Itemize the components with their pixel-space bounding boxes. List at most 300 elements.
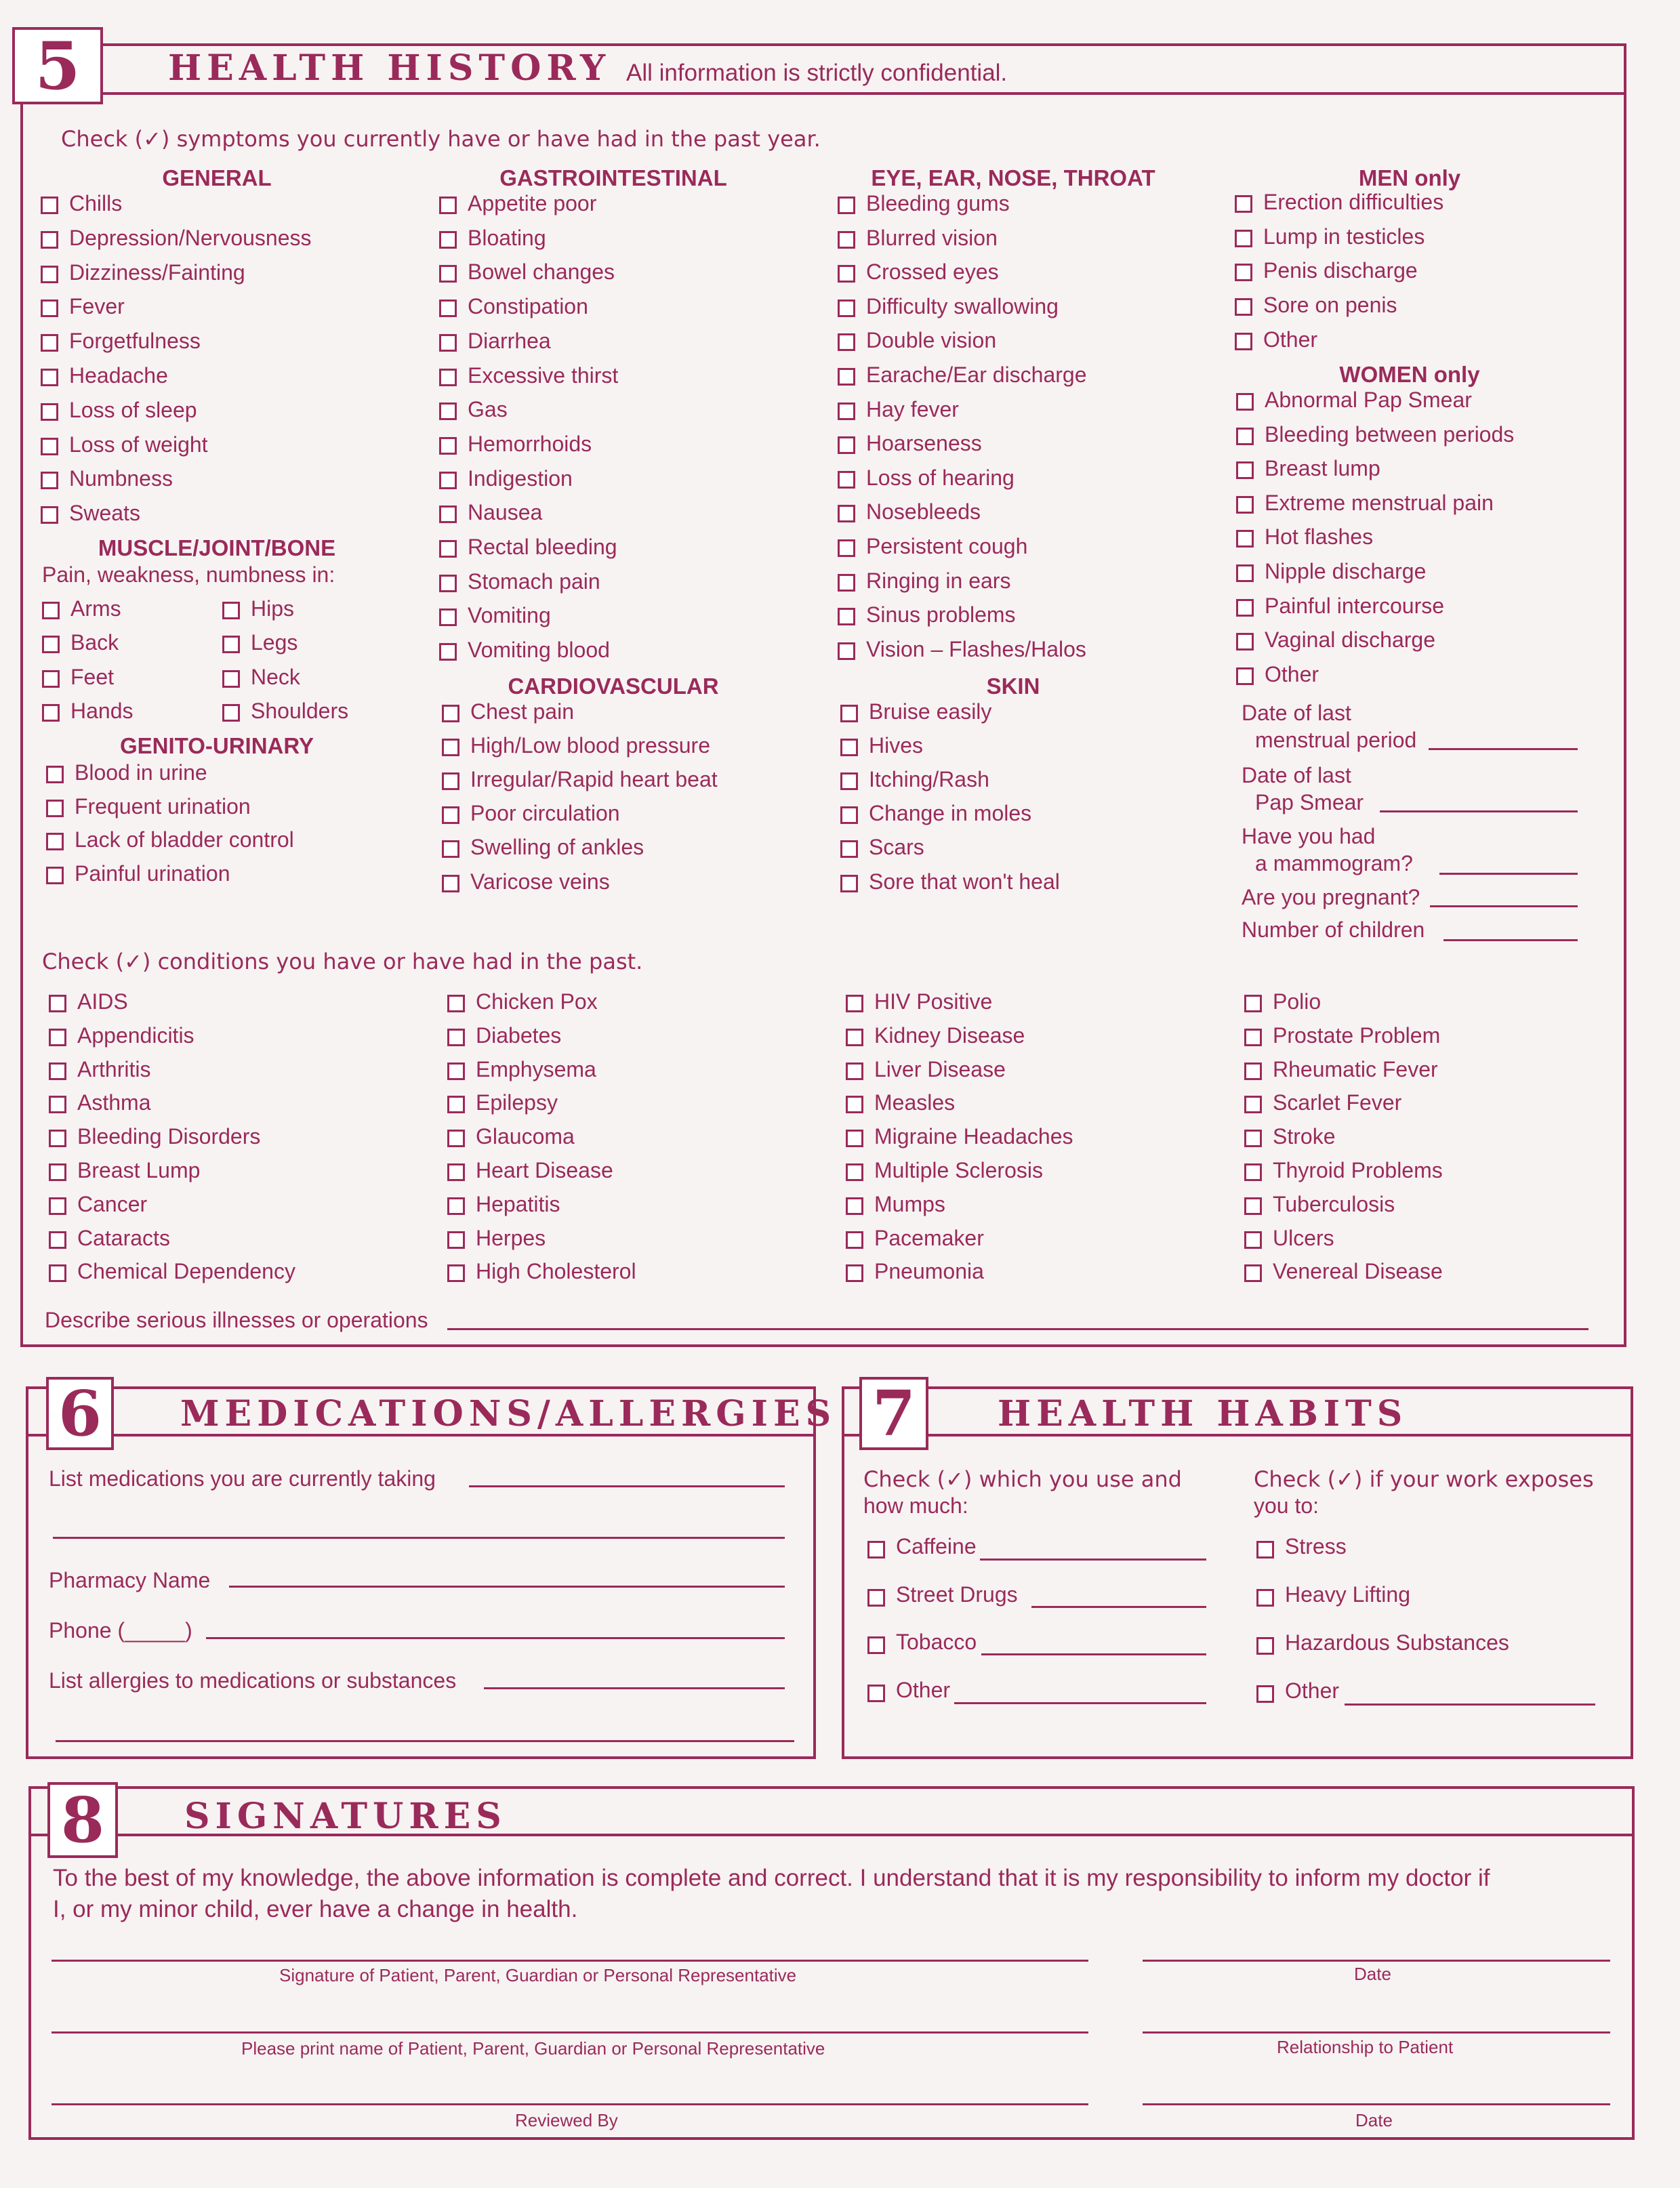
mammogram-label-1: Have you had xyxy=(1242,824,1376,848)
condition-tuberculosis-label: Tuberculosis xyxy=(1273,1191,1395,1216)
condition-glaucoma-label: Glaucoma xyxy=(476,1124,575,1149)
skin-sore-that-won-t-heal-checkbox[interactable] xyxy=(840,875,858,892)
describe-illnesses-line[interactable] xyxy=(447,1328,1589,1330)
health-habits-title: HEALTH HABITS xyxy=(998,1393,1408,1434)
medications-line-1[interactable] xyxy=(469,1485,785,1487)
menstrual-date-line[interactable] xyxy=(1429,748,1578,750)
condition-arthritis-label: Arthritis xyxy=(77,1056,151,1081)
muscle-arms-label: Arms xyxy=(70,596,121,621)
condition-glaucoma-checkbox[interactable] xyxy=(447,1130,465,1147)
condition-emphysema-label: Emphysema xyxy=(476,1056,596,1081)
men-lump-in-testicles-label: Lump in testicles xyxy=(1263,224,1425,249)
cardiovascular-heading: CARDIOVASCULAR xyxy=(508,674,719,699)
general-fever-checkbox[interactable] xyxy=(41,300,58,317)
reviewed-by-caption: Reviewed By xyxy=(515,2110,618,2130)
pap-date-label-1: Date of last xyxy=(1242,763,1351,787)
signature-line[interactable] xyxy=(52,1960,1088,1962)
eent-sinus-problems-label: Sinus problems xyxy=(866,602,1016,627)
condition-asthma-label: Asthma xyxy=(77,1090,151,1115)
pap-date-line[interactable] xyxy=(1380,810,1578,812)
condition-aids-checkbox[interactable] xyxy=(49,995,66,1012)
condition-kidney-disease-checkbox[interactable] xyxy=(846,1029,863,1046)
eent-hay-fever-checkbox[interactable] xyxy=(838,402,855,420)
use-other-amount-line[interactable] xyxy=(954,1702,1206,1704)
gastro-indigestion-label: Indigestion xyxy=(468,466,573,491)
signatures-title: SIGNATURES xyxy=(184,1796,507,1837)
eent-persistent-cough-checkbox[interactable] xyxy=(838,539,855,557)
allergies-label: List allergies to medications or substances xyxy=(49,1668,457,1693)
genito-blood-in-urine-label: Blood in urine xyxy=(75,760,207,785)
general-sweats-label: Sweats xyxy=(69,501,140,526)
gastro-diarrhea-checkbox[interactable] xyxy=(439,334,457,352)
muscle-neck-label: Neck xyxy=(251,664,300,689)
use-street-drugs-label: Street Drugs xyxy=(896,1582,1018,1607)
gastro-indigestion-checkbox[interactable] xyxy=(439,472,457,489)
signatures-section xyxy=(28,1786,1635,2140)
condition-prostate-problem-label: Prostate Problem xyxy=(1273,1023,1441,1048)
general-dizziness-fainting-label: Dizziness/Fainting xyxy=(69,260,245,285)
condition-cataracts-checkbox[interactable] xyxy=(49,1231,66,1249)
gastro-vomiting-blood-label: Vomiting blood xyxy=(468,638,610,663)
work-intro-line-1: Check (✓) if your work exposes xyxy=(1254,1466,1594,1492)
work-hazardous-substances-label: Hazardous Substances xyxy=(1285,1630,1509,1655)
statement-line-2: I, or my minor child, ever have a change in health. xyxy=(53,1896,578,1922)
phone-label: Phone (_____) xyxy=(49,1618,192,1643)
gastro-bowel-changes-checkbox[interactable] xyxy=(439,265,457,283)
muscle-subheading: Pain, weakness, numbness in: xyxy=(42,562,335,587)
skin-change-in-moles-label: Change in moles xyxy=(869,801,1032,826)
section-number-6: 6 xyxy=(46,1377,114,1450)
allergies-line-1[interactable] xyxy=(484,1687,785,1689)
muscle-legs-label: Legs xyxy=(251,630,298,655)
women-abnormal-pap-smear-label: Abnormal Pap Smear xyxy=(1265,388,1472,412)
general-chills-checkbox[interactable] xyxy=(41,197,58,214)
gastrointestinal-heading: GASTROINTESTINAL xyxy=(499,165,727,190)
women-breast-lump-checkbox[interactable] xyxy=(1236,461,1254,479)
general-depression-nervousness-checkbox[interactable] xyxy=(41,231,58,249)
eent-ringing-in-ears-checkbox[interactable] xyxy=(838,574,855,592)
men-sore-on-penis-checkbox[interactable] xyxy=(1235,298,1252,316)
condition-measles-label: Measles xyxy=(874,1090,956,1115)
work-intro-line-2: you to: xyxy=(1254,1493,1319,1518)
gastro-constipation-checkbox[interactable] xyxy=(439,300,457,317)
condition-venereal-disease-label: Venereal Disease xyxy=(1273,1259,1443,1284)
muscle-back-checkbox[interactable] xyxy=(42,636,60,653)
condition-rheumatic-fever-checkbox[interactable] xyxy=(1244,1062,1262,1080)
eent-nosebleeds-label: Nosebleeds xyxy=(866,499,981,524)
general-fever-label: Fever xyxy=(69,294,125,319)
muscle-feet-checkbox[interactable] xyxy=(42,670,60,688)
muscle-shoulders-checkbox[interactable] xyxy=(222,704,240,722)
gastro-nausea-checkbox[interactable] xyxy=(439,505,457,523)
genito-frequent-urination-checkbox[interactable] xyxy=(46,800,64,817)
gastro-appetite-poor-checkbox[interactable] xyxy=(439,197,457,214)
women-abnormal-pap-smear-checkbox[interactable] xyxy=(1236,393,1254,411)
muscle-heading: MUSCLE/JOINT/BONE xyxy=(98,535,336,560)
condition-polio-checkbox[interactable] xyxy=(1244,995,1262,1012)
women-vaginal-discharge-label: Vaginal discharge xyxy=(1265,627,1436,653)
condition-prostate-problem-checkbox[interactable] xyxy=(1244,1029,1262,1046)
use-tobacco-label: Tobacco xyxy=(896,1630,977,1654)
pregnant-label: Are you pregnant? xyxy=(1242,885,1420,909)
condition-high-cholesterol-checkbox[interactable] xyxy=(447,1264,465,1282)
general-loss-of-sleep-checkbox[interactable] xyxy=(41,403,58,421)
cardio-irregular-rapid-heart-beat-checkbox[interactable] xyxy=(442,772,459,790)
use-caffeine-label: Caffeine xyxy=(896,1534,977,1559)
condition-cancer-checkbox[interactable] xyxy=(49,1197,66,1215)
condition-migraine-headaches-checkbox[interactable] xyxy=(846,1130,863,1147)
eent-double-vision-checkbox[interactable] xyxy=(838,333,855,351)
phone-line[interactable] xyxy=(206,1637,785,1639)
general-loss-of-weight-label: Loss of weight xyxy=(69,432,208,457)
gastro-stomach-pain-label: Stomach pain xyxy=(468,569,600,594)
gastro-constipation-label: Constipation xyxy=(468,294,588,319)
condition-cataracts-label: Cataracts xyxy=(77,1225,170,1250)
gastro-vomiting-blood-checkbox[interactable] xyxy=(439,643,457,661)
condition-arthritis-checkbox[interactable] xyxy=(49,1062,66,1080)
condition-measles-checkbox[interactable] xyxy=(846,1096,863,1113)
condition-appendicitis-checkbox[interactable] xyxy=(49,1029,66,1046)
confidential-note: All information is strictly confidential. xyxy=(626,60,1008,86)
eent-vision-flashes-halos-checkbox[interactable] xyxy=(838,642,855,660)
gastro-excessive-thirst-checkbox[interactable] xyxy=(439,369,457,386)
condition-chicken-pox-checkbox[interactable] xyxy=(447,995,465,1012)
symptoms-intro: Check (✓) symptoms you currently have or have had in the past year. xyxy=(61,126,821,152)
reviewed-by-line[interactable] xyxy=(52,2103,1088,2105)
menstrual-date-label-1: Date of last xyxy=(1242,701,1351,725)
general-sweats-checkbox[interactable] xyxy=(41,506,58,524)
eent-persistent-cough-label: Persistent cough xyxy=(866,534,1028,558)
condition-bleeding-disorders-label: Bleeding Disorders xyxy=(77,1124,261,1149)
condition-heart-disease-label: Heart Disease xyxy=(476,1158,613,1182)
women-bleeding-between-periods-label: Bleeding between periods xyxy=(1265,421,1515,447)
conditions-intro: Check (✓) conditions you have or have had in the past. xyxy=(42,949,643,974)
muscle-shoulders-label: Shoulders xyxy=(251,698,349,723)
pharmacy-name-line[interactable] xyxy=(229,1586,785,1588)
general-heading: GENERAL xyxy=(162,165,272,190)
men-other-checkbox[interactable] xyxy=(1235,333,1252,350)
men-only-heading: MEN only xyxy=(1358,165,1461,190)
eent-earache-ear-discharge-label: Earache/Ear discharge xyxy=(866,363,1087,387)
condition-scarlet-fever-checkbox[interactable] xyxy=(1244,1096,1262,1113)
gastro-gas-checkbox[interactable] xyxy=(439,402,457,420)
gastro-excessive-thirst-label: Excessive thirst xyxy=(468,363,619,388)
eent-earache-ear-discharge-checkbox[interactable] xyxy=(838,368,855,386)
gastro-rectal-bleeding-checkbox[interactable] xyxy=(439,540,457,558)
signature-caption: Signature of Patient, Parent, Guardian or Personal Representative xyxy=(279,1965,797,1985)
condition-high-cholesterol-label: High Cholesterol xyxy=(476,1259,636,1284)
gastro-bowel-changes-label: Bowel changes xyxy=(468,260,615,285)
use-other-checkbox[interactable] xyxy=(867,1685,885,1702)
eent-nosebleeds-checkbox[interactable] xyxy=(838,505,855,522)
eent-blurred-vision-checkbox[interactable] xyxy=(838,231,855,249)
women-painful-intercourse-checkbox[interactable] xyxy=(1236,599,1254,617)
condition-liver-disease-checkbox[interactable] xyxy=(846,1062,863,1080)
work-other-checkbox[interactable] xyxy=(1256,1685,1274,1703)
statement-line-1: To the best of my knowledge, the above information is complete and correct. I understand that it is my responsibility to inform my doctor if xyxy=(53,1865,1490,1891)
women-only-heading: WOMEN only xyxy=(1339,362,1480,387)
women-painful-intercourse-label: Painful intercourse xyxy=(1265,593,1445,618)
mammogram-label-2: a mammogram? xyxy=(1255,851,1413,875)
muscle-hips-checkbox[interactable] xyxy=(222,602,240,619)
women-hot-flashes-label: Hot flashes xyxy=(1265,524,1374,550)
eent-difficulty-swallowing-label: Difficulty swallowing xyxy=(866,293,1059,318)
skin-change-in-moles-checkbox[interactable] xyxy=(840,806,858,824)
muscle-hands-label: Hands xyxy=(70,698,134,723)
men-sore-on-penis-label: Sore on penis xyxy=(1263,293,1397,318)
condition-diabetes-checkbox[interactable] xyxy=(447,1029,465,1046)
eent-bleeding-gums-checkbox[interactable] xyxy=(838,197,855,214)
condition-diabetes-label: Diabetes xyxy=(476,1023,562,1048)
use-street-drugs-checkbox[interactable] xyxy=(867,1589,885,1607)
print-name-caption: Please print name of Patient, Parent, Guardian or Personal Representative xyxy=(241,2038,825,2059)
list-medications-label: List medications you are currently taking xyxy=(49,1466,436,1491)
condition-herpes-checkbox[interactable] xyxy=(447,1231,465,1249)
genito-painful-urination-label: Painful urination xyxy=(75,861,230,886)
condition-heart-disease-checkbox[interactable] xyxy=(447,1163,465,1181)
eent-bleeding-gums-label: Bleeding gums xyxy=(866,191,1010,215)
condition-mumps-label: Mumps xyxy=(874,1191,945,1216)
work-hazardous-substances-checkbox[interactable] xyxy=(1256,1637,1274,1655)
general-numbness-checkbox[interactable] xyxy=(41,472,58,489)
condition-appendicitis-label: Appendicitis xyxy=(77,1023,194,1048)
eent-blurred-vision-label: Blurred vision xyxy=(866,225,998,250)
condition-hepatitis-label: Hepatitis xyxy=(476,1191,560,1216)
eent-crossed-eyes-label: Crossed eyes xyxy=(866,260,999,285)
condition-polio-label: Polio xyxy=(1273,989,1322,1014)
muscle-arms-checkbox[interactable] xyxy=(42,602,60,619)
condition-pacemaker-checkbox[interactable] xyxy=(846,1231,863,1249)
condition-multiple-sclerosis-label: Multiple Sclerosis xyxy=(874,1158,1043,1182)
gastro-bloating-label: Bloating xyxy=(468,225,546,250)
women-nipple-discharge-label: Nipple discharge xyxy=(1265,559,1427,583)
gastro-diarrhea-label: Diarrhea xyxy=(468,328,551,353)
gastro-rectal-bleeding-label: Rectal bleeding xyxy=(468,535,617,559)
general-headache-checkbox[interactable] xyxy=(41,369,58,386)
skin-hives-label: Hives xyxy=(869,733,924,758)
eent-crossed-eyes-checkbox[interactable] xyxy=(838,265,855,283)
women-bleeding-between-periods-checkbox[interactable] xyxy=(1236,428,1254,445)
women-nipple-discharge-checkbox[interactable] xyxy=(1236,564,1254,582)
condition-mumps-checkbox[interactable] xyxy=(846,1197,863,1215)
pregnant-line[interactable] xyxy=(1430,905,1578,907)
condition-ulcers-label: Ulcers xyxy=(1273,1225,1334,1250)
condition-pacemaker-label: Pacemaker xyxy=(874,1225,984,1250)
allergies-line-2[interactable] xyxy=(56,1740,794,1742)
gastro-hemorrhoids-checkbox[interactable] xyxy=(439,437,457,455)
condition-ulcers-checkbox[interactable] xyxy=(1244,1231,1262,1249)
women-hot-flashes-checkbox[interactable] xyxy=(1236,530,1254,548)
condition-asthma-checkbox[interactable] xyxy=(49,1096,66,1113)
general-numbness-label: Numbness xyxy=(69,466,173,491)
eent-ringing-in-ears-label: Ringing in ears xyxy=(866,568,1011,593)
condition-hiv-positive-label: HIV Positive xyxy=(874,989,993,1014)
pap-date-label-2: Pap Smear xyxy=(1255,790,1364,814)
muscle-hands-checkbox[interactable] xyxy=(42,704,60,722)
condition-stroke-label: Stroke xyxy=(1273,1124,1336,1149)
relationship-line[interactable] xyxy=(1143,2031,1610,2034)
muscle-back-label: Back xyxy=(70,630,119,655)
reviewed-date-caption: Date xyxy=(1355,2110,1393,2130)
condition-epilepsy-checkbox[interactable] xyxy=(447,1096,465,1113)
women-extreme-menstrual-pain-checkbox[interactable] xyxy=(1236,496,1254,514)
women-vaginal-discharge-checkbox[interactable] xyxy=(1236,633,1254,651)
medications-title: MEDICATIONS/ALLERGIES xyxy=(180,1393,837,1434)
men-other-label: Other xyxy=(1263,327,1318,352)
condition-emphysema-checkbox[interactable] xyxy=(447,1062,465,1080)
work-other-label: Other xyxy=(1285,1678,1340,1703)
women-other-checkbox[interactable] xyxy=(1236,667,1254,685)
cardio-varicose-veins-label: Varicose veins xyxy=(470,869,610,894)
eent-loss-of-hearing-checkbox[interactable] xyxy=(838,471,855,489)
eent-hay-fever-label: Hay fever xyxy=(866,396,959,421)
pharmacy-name-label: Pharmacy Name xyxy=(49,1568,211,1592)
eent-double-vision-label: Double vision xyxy=(866,328,997,353)
condition-cancer-label: Cancer xyxy=(77,1191,148,1216)
gastro-stomach-pain-checkbox[interactable] xyxy=(439,575,457,592)
use-tobacco-checkbox[interactable] xyxy=(867,1636,885,1654)
condition-scarlet-fever-label: Scarlet Fever xyxy=(1273,1090,1402,1115)
condition-chemical-dependency-checkbox[interactable] xyxy=(49,1264,66,1282)
muscle-legs-checkbox[interactable] xyxy=(222,636,240,653)
mammogram-line[interactable] xyxy=(1439,873,1578,875)
condition-thyroid-problems-checkbox[interactable] xyxy=(1244,1163,1262,1181)
work-stress-label: Stress xyxy=(1285,1534,1347,1559)
gastro-hemorrhoids-label: Hemorrhoids xyxy=(468,431,592,456)
work-heavy-lifting-checkbox[interactable] xyxy=(1256,1589,1274,1607)
men-lump-in-testicles-checkbox[interactable] xyxy=(1235,230,1252,247)
section-number-8: 8 xyxy=(47,1782,118,1858)
general-headache-label: Headache xyxy=(69,363,168,388)
skin-itching-rash-label: Itching/Rash xyxy=(869,767,989,792)
genito-frequent-urination-label: Frequent urination xyxy=(75,793,251,819)
relationship-caption: Relationship to Patient xyxy=(1277,2037,1454,2057)
condition-rheumatic-fever-label: Rheumatic Fever xyxy=(1273,1056,1438,1081)
skin-bruise-easily-checkbox[interactable] xyxy=(840,705,858,722)
cardio-high-low-blood-pressure-checkbox[interactable] xyxy=(442,739,459,756)
use-caffeine-checkbox[interactable] xyxy=(867,1541,885,1559)
work-other-line[interactable] xyxy=(1345,1704,1595,1706)
general-forgetfulness-checkbox[interactable] xyxy=(41,334,58,352)
skin-scars-label: Scars xyxy=(869,835,924,860)
condition-liver-disease-label: Liver Disease xyxy=(874,1056,1006,1081)
men-penis-discharge-label: Penis discharge xyxy=(1263,258,1418,283)
muscle-hips-label: Hips xyxy=(251,596,295,621)
medications-line-2[interactable] xyxy=(53,1537,785,1539)
eent-vision-flashes-halos-label: Vision – Flashes/Halos xyxy=(866,636,1086,661)
eent-difficulty-swallowing-checkbox[interactable] xyxy=(838,300,855,317)
condition-hepatitis-checkbox[interactable] xyxy=(447,1197,465,1215)
condition-venereal-disease-checkbox[interactable] xyxy=(1244,1264,1262,1282)
condition-bleeding-disorders-checkbox[interactable] xyxy=(49,1130,66,1147)
work-heavy-lifting-label: Heavy Lifting xyxy=(1285,1582,1410,1607)
menstrual-date-label-2: menstrual period xyxy=(1255,728,1417,752)
men-erection-difficulties-label: Erection difficulties xyxy=(1263,190,1444,214)
children-line[interactable] xyxy=(1443,939,1578,941)
skin-hives-checkbox[interactable] xyxy=(840,739,858,756)
signature-date-line[interactable] xyxy=(1143,1960,1610,1962)
skin-sore-that-won-t-heal-label: Sore that won't heal xyxy=(869,869,1060,894)
condition-stroke-checkbox[interactable] xyxy=(1244,1130,1262,1147)
condition-migraine-headaches-label: Migraine Headaches xyxy=(874,1124,1073,1149)
condition-herpes-label: Herpes xyxy=(476,1225,546,1250)
genito-lack-of-bladder-control-checkbox[interactable] xyxy=(46,833,64,850)
condition-tuberculosis-checkbox[interactable] xyxy=(1244,1197,1262,1215)
use-other-label: Other xyxy=(896,1677,951,1702)
describe-illnesses-label: Describe serious illnesses or operations xyxy=(45,1308,428,1332)
eent-sinus-problems-checkbox[interactable] xyxy=(838,608,855,625)
cardio-swelling-of-ankles-label: Swelling of ankles xyxy=(470,835,644,860)
tobacco-amount-line[interactable] xyxy=(981,1653,1206,1655)
condition-multiple-sclerosis-checkbox[interactable] xyxy=(846,1163,863,1181)
cardio-chest-pain-checkbox[interactable] xyxy=(442,705,459,722)
section-number-5: 5 xyxy=(12,27,103,104)
skin-heading: SKIN xyxy=(986,674,1040,699)
health-history-title: HEALTH HISTORY xyxy=(168,47,611,89)
children-label: Number of children xyxy=(1242,917,1425,942)
condition-hiv-positive-checkbox[interactable] xyxy=(846,995,863,1012)
caffeine-amount-line[interactable] xyxy=(980,1559,1206,1561)
cardio-high-low-blood-pressure-label: High/Low blood pressure xyxy=(470,733,710,758)
general-loss-of-weight-checkbox[interactable] xyxy=(41,438,58,455)
condition-pneumonia-label: Pneumonia xyxy=(874,1259,984,1284)
cardio-poor-circulation-checkbox[interactable] xyxy=(442,806,459,824)
genito-blood-in-urine-checkbox[interactable] xyxy=(46,766,64,783)
cardio-swelling-of-ankles-checkbox[interactable] xyxy=(442,840,459,858)
street-drugs-amount-line[interactable] xyxy=(1031,1606,1206,1608)
condition-kidney-disease-label: Kidney Disease xyxy=(874,1023,1025,1048)
gastro-vomiting-label: Vomiting xyxy=(468,603,551,628)
men-erection-difficulties-checkbox[interactable] xyxy=(1235,195,1252,213)
condition-breast-lump-checkbox[interactable] xyxy=(49,1163,66,1181)
work-stress-checkbox[interactable] xyxy=(1256,1541,1274,1559)
cardio-varicose-veins-checkbox[interactable] xyxy=(442,875,459,892)
general-forgetfulness-label: Forgetfulness xyxy=(69,329,201,354)
muscle-neck-checkbox[interactable] xyxy=(222,670,240,688)
eent-loss-of-hearing-label: Loss of hearing xyxy=(866,465,1015,490)
use-intro-line-1: Check (✓) which you use and xyxy=(863,1466,1182,1492)
condition-breast-lump-label: Breast Lump xyxy=(77,1158,201,1182)
genito-urinary-heading: GENITO-URINARY xyxy=(119,733,314,758)
skin-bruise-easily-label: Bruise easily xyxy=(869,699,992,724)
general-dizziness-fainting-checkbox[interactable] xyxy=(41,266,58,283)
genito-painful-urination-checkbox[interactable] xyxy=(46,867,64,884)
general-loss-of-sleep-label: Loss of sleep xyxy=(69,397,197,422)
condition-thyroid-problems-label: Thyroid Problems xyxy=(1273,1158,1443,1182)
cardio-irregular-rapid-heart-beat-label: Irregular/Rapid heart beat xyxy=(470,767,718,792)
genito-lack-of-bladder-control-label: Lack of bladder control xyxy=(75,827,294,852)
signature-date-caption: Date xyxy=(1354,1964,1391,1984)
gastro-appetite-poor-label: Appetite poor xyxy=(468,191,597,215)
condition-chicken-pox-label: Chicken Pox xyxy=(476,989,598,1014)
eent-hoarseness-checkbox[interactable] xyxy=(838,436,855,454)
cardio-poor-circulation-label: Poor circulation xyxy=(470,801,620,826)
gastro-vomiting-checkbox[interactable] xyxy=(439,608,457,626)
men-penis-discharge-checkbox[interactable] xyxy=(1235,264,1252,281)
gastro-bloating-checkbox[interactable] xyxy=(439,231,457,249)
reviewed-date-line[interactable] xyxy=(1143,2103,1610,2105)
condition-epilepsy-label: Epilepsy xyxy=(476,1090,558,1115)
print-name-line[interactable] xyxy=(52,2031,1088,2034)
women-extreme-menstrual-pain-label: Extreme menstrual pain xyxy=(1265,490,1494,515)
skin-itching-rash-checkbox[interactable] xyxy=(840,772,858,790)
general-depression-nervousness-label: Depression/Nervousness xyxy=(69,225,312,250)
skin-scars-checkbox[interactable] xyxy=(840,840,858,858)
women-breast-lump-label: Breast lump xyxy=(1265,456,1380,481)
condition-pneumonia-checkbox[interactable] xyxy=(846,1264,863,1282)
general-chills-label: Chills xyxy=(69,191,123,215)
cardio-chest-pain-label: Chest pain xyxy=(470,699,574,724)
